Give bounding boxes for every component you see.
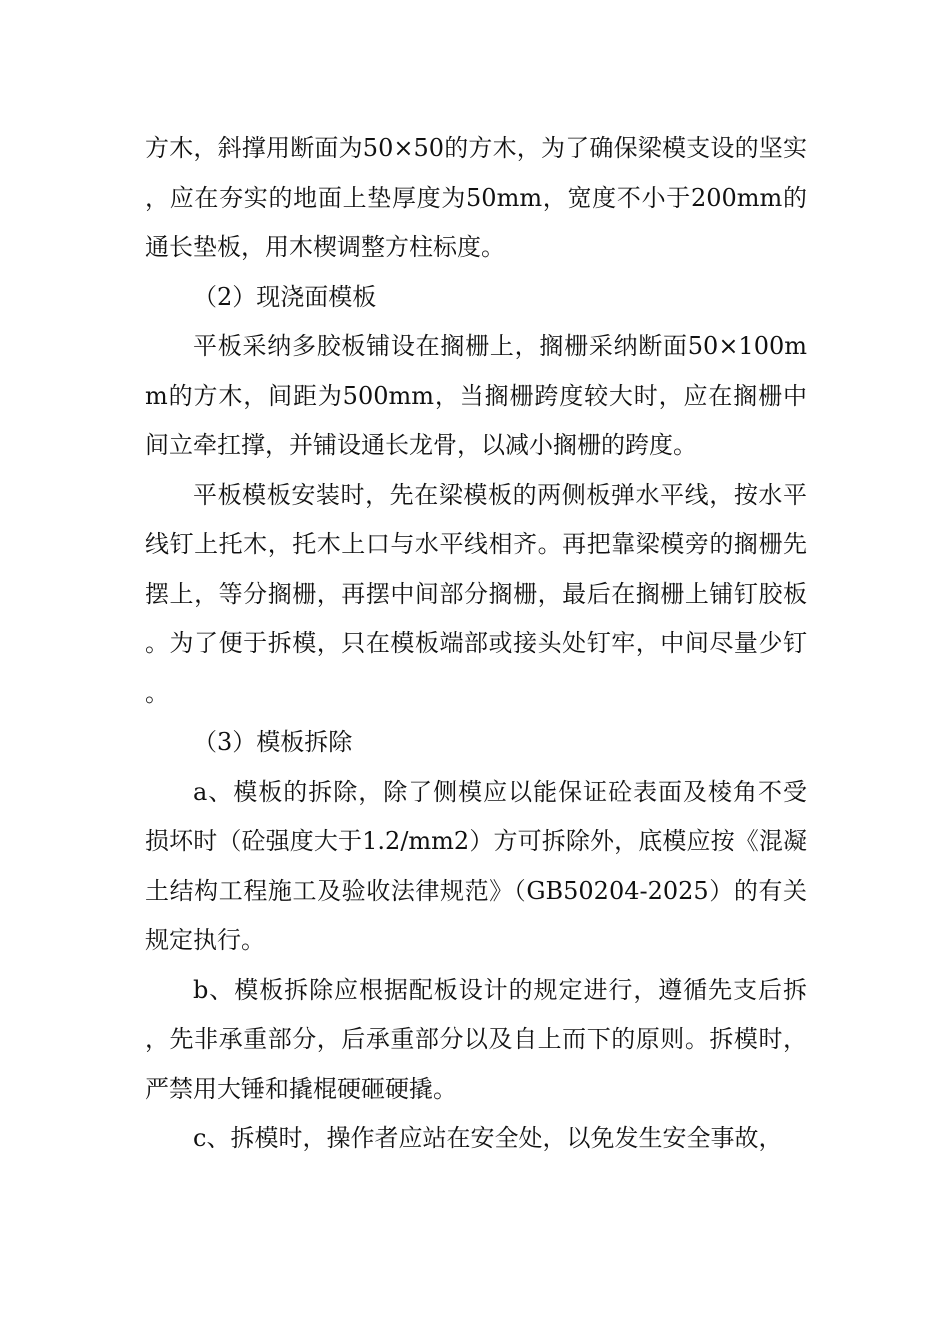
paragraph-continuation: 方木，斜撑用断面为50×50的方木，为了确保梁模支设的坚实，应在夯实的地面上垫厚度为50mm，宽度不小于200mm的通长垫板，用木楔调整方柱标度。: [145, 134, 807, 261]
paragraph-slab-installation: 平板模板安装时，先在梁模板的两侧板弹水平线，按水平线钉上托木，托木上口与水平线相齐。再把靠梁模旁的搁栅先摆上，等分搁栅，再摆中间部分搁栅，最后在搁栅上铺钉胶板。为了便于拆模，只在模板端部或接头处钉牢，中间尽量少钉。: [145, 480, 807, 707]
section-heading-2: （2）现浇面模板: [193, 282, 377, 311]
paragraph-removal-c: c、拆模时，操作者应站在安全处，以免发生安全事故，: [193, 1124, 783, 1152]
paragraph-slab-formwork: 平板采纳多胶板铺设在搁栅上，搁栅采纳断面50×100mm的方木，间距为500mm，当搁栅跨度较大时，应在搁栅中间立牵扛撑，并铺设通长龙骨，以减小搁栅的跨度。: [145, 332, 807, 459]
paragraph-removal-a: a、模板的拆除，除了侧模应以能保证砼表面及棱角不受损坏时（砼强度大于1.2/mm2）方可拆除外，底模应按《混凝土结构工程施工及验收法律规范》（GB50204-2025）的有关规定执行。: [145, 777, 807, 954]
section-heading-3: （3）模板拆除: [193, 728, 353, 756]
paragraph-removal-b: b、模板拆除应根据配板设计的规定进行，遵循先支后拆，先非承重部分，后承重部分以及自上而下的原则。拆模时，严禁用大锤和撬棍硬砸硬撬。: [145, 975, 807, 1103]
document-body: [145, 124, 807, 1164]
